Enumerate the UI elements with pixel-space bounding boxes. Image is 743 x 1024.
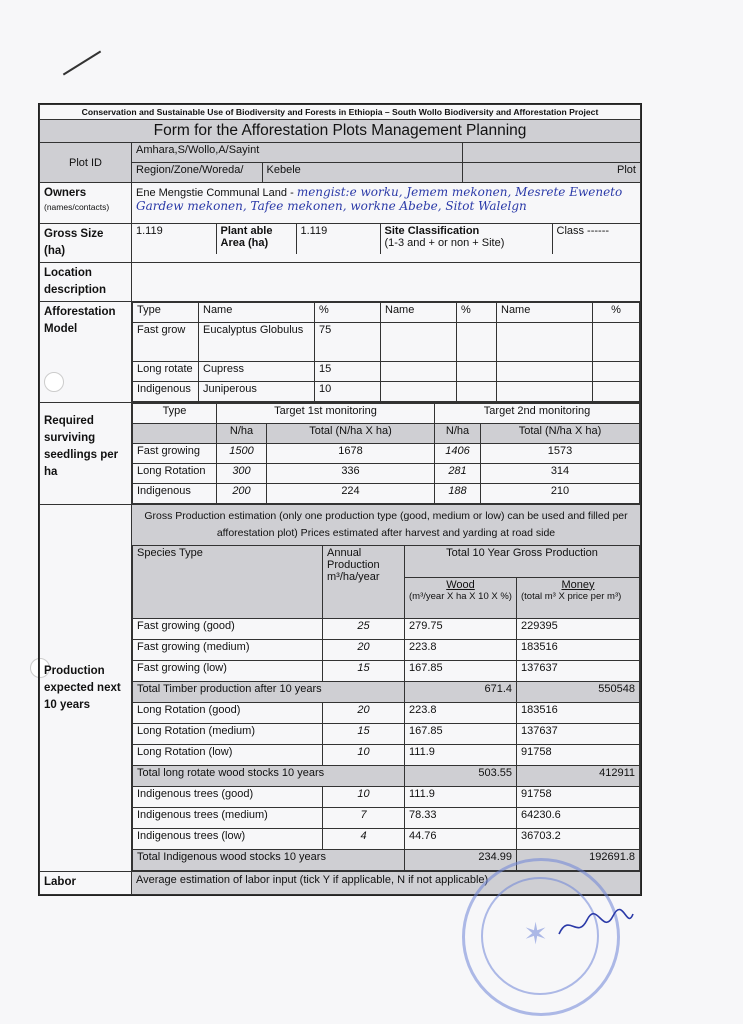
gp-row (133, 661, 640, 682)
seed-type: Indigenous (133, 484, 217, 504)
gp-species-header: Species Type (133, 546, 323, 619)
gp-money: 412911 (517, 766, 640, 787)
seed-t1: 224 (267, 484, 435, 504)
seed-type: Long Rotation (133, 464, 217, 484)
gp-annual: 20 (323, 703, 405, 724)
seed-t2: 1573 (481, 444, 640, 464)
gp-wood-formula: (m³/year X ha X 10 X %) (409, 590, 512, 602)
gp-total-row (133, 682, 640, 703)
labor-note: Average estimation of labor input (tick Y if applicable, N if not applicable) (132, 872, 641, 895)
gp-species: Long Rotation (medium) (133, 724, 323, 745)
gross-size-value: 1.119 (136, 225, 163, 237)
model-type: Long rotate (133, 362, 199, 382)
kebele-label: Kebele (262, 163, 462, 183)
plot-label: Plot (462, 163, 640, 183)
seedlings-label: Required surviving seedlings per ha (40, 403, 132, 505)
gp-total10-header: Total 10 Year Gross Production (405, 546, 640, 578)
gp-annual: 10 (323, 745, 405, 766)
seedlings-table (132, 403, 640, 504)
gp-row (133, 619, 640, 640)
form-title: Form for the Afforestation Plots Management Planning (40, 120, 641, 143)
gp-row (133, 640, 640, 661)
model-header-type: Type (133, 303, 199, 323)
model-pct: 15 (315, 362, 381, 382)
gp-annual: 15 (323, 661, 405, 682)
stamp-star-icon: ✶ (523, 918, 549, 951)
gp-species: Fast growing (low) (133, 661, 323, 682)
model-pct: 75 (315, 323, 381, 362)
gp-species: Fast growing (medium) (133, 640, 323, 661)
gp-wood-header (405, 577, 517, 618)
owners-label: Owners (44, 187, 87, 199)
seed-row (133, 464, 640, 484)
gp-money: 183516 (517, 640, 640, 661)
gp-money: 36703.2 (517, 829, 640, 850)
gross-production-note: Gross Production estimation (only one production type (good, medium or low) can be used and filled per afforestation plot) Prices estimated after harvest and yarding at road side (132, 505, 640, 545)
seed-type: Fast growing (133, 444, 217, 464)
model-row (133, 382, 640, 402)
gp-money: 91758 (517, 745, 640, 766)
gp-annual: 25 (323, 619, 405, 640)
gp-wood: 111.9 (405, 787, 517, 808)
owners-handwritten-1: mengist:e worku, Jemem mekonen, Mesrete Eweneto (296, 185, 623, 199)
seed-n1: 300 (217, 464, 267, 484)
seed-row (133, 444, 640, 464)
gp-species: Indigenous trees (medium) (133, 808, 323, 829)
gross-production-table (132, 545, 640, 871)
site-class-label: Site Classification (384, 225, 480, 237)
production-label: Production expected next 10 years (40, 505, 132, 872)
gp-money-header (517, 577, 640, 618)
project-banner: Conservation and Sustainable Use of Biodiversity and Forests in Ethiopia – South Wollo Biodiversity and Afforestation Project (40, 105, 641, 120)
gp-wood: 503.55 (405, 766, 517, 787)
labor-label: Labor (40, 872, 132, 895)
seed-nha-header-2: N/ha (435, 424, 481, 444)
gp-row (133, 808, 640, 829)
gp-annual: 7 (323, 808, 405, 829)
plot-id-text: Plot ID (68, 156, 102, 169)
gp-wood: 671.4 (405, 682, 517, 703)
gp-wood: 111.9 (405, 745, 517, 766)
seed-t1: 336 (267, 464, 435, 484)
location-value (132, 263, 641, 302)
gp-wood: 167.85 (405, 724, 517, 745)
gp-species: Total Timber production after 10 years (133, 682, 405, 703)
gp-wood: 223.8 (405, 703, 517, 724)
seed-nha-header: N/ha (217, 424, 267, 444)
seed-total-header-2: Total (N/ha X ha) (481, 424, 640, 444)
seed-n2: 281 (435, 464, 481, 484)
handwritten-signature (555, 906, 635, 946)
gp-annual: 15 (323, 724, 405, 745)
plantable-value: 1.119 (296, 224, 380, 254)
gp-money-label: Money (561, 578, 595, 591)
model-row (133, 362, 640, 382)
gp-row (133, 703, 640, 724)
seed-total-header: Total (N/ha X ha) (267, 424, 435, 444)
gp-species: Total long rotate wood stocks 10 years (133, 766, 405, 787)
gp-money: 64230.6 (517, 808, 640, 829)
gp-species: Long Rotation (low) (133, 745, 323, 766)
site-class-sub: (1-3 and + or non + Site) (384, 237, 505, 249)
model-name: Eucalyptus Globulus (199, 323, 315, 362)
gp-money: 550548 (517, 682, 640, 703)
owners-sub: (names/contacts) (44, 202, 110, 212)
owners-typed: Ene Mengstie Communal Land - (136, 187, 294, 199)
seed-n1: 200 (217, 484, 267, 504)
gp-money: 192691.8 (517, 850, 640, 871)
gp-money: 137637 (517, 661, 640, 682)
gross-size-label: Gross Size (ha) (40, 224, 132, 263)
seed-t2: 210 (481, 484, 640, 504)
location-label: Location description (40, 263, 132, 302)
gp-species: Long Rotation (good) (133, 703, 323, 724)
model-header-pct-2: % (457, 303, 497, 323)
model-header-pct-3: % (593, 303, 640, 323)
owners-handwritten-2: Gardew mekonen, Tafee mekonen, workne Abebe, Sitot Walelgn (136, 199, 527, 213)
gp-row (133, 745, 640, 766)
seed-target1-header: Target 1st monitoring (217, 404, 435, 424)
gp-annual: 20 (323, 640, 405, 661)
plantable-label: Plant able Area (ha) (216, 224, 296, 254)
seed-n2: 188 (435, 484, 481, 504)
gp-annual: 4 (323, 829, 405, 850)
seed-n1: 1500 (217, 444, 267, 464)
gp-row (133, 787, 640, 808)
model-row (133, 323, 640, 362)
seed-t2: 314 (481, 464, 640, 484)
size-table (132, 224, 640, 254)
gp-wood-label: Wood (446, 578, 475, 591)
pen-mark (63, 50, 101, 75)
gp-wood: 44.76 (405, 829, 517, 850)
model-name: Juniperous (199, 382, 315, 402)
model-header-name-3: Name (497, 303, 593, 323)
model-name: Cupress (199, 362, 315, 382)
region-value: Amhara,S/Wollo,A/Sayint (132, 143, 462, 163)
afforestation-model-label: Afforestation Model (40, 302, 132, 403)
form-table (39, 104, 641, 895)
seed-type-header: Type (133, 404, 217, 424)
gp-money: 91758 (517, 787, 640, 808)
seed-row (133, 484, 640, 504)
gp-annual: 10 (323, 787, 405, 808)
model-type: Fast grow (133, 323, 199, 362)
gp-money: 137637 (517, 724, 640, 745)
gp-money-formula: (total m³ X price per m³) (521, 590, 622, 602)
gp-wood: 223.8 (405, 640, 517, 661)
model-header-name: Name (199, 303, 315, 323)
gp-species: Total Indigenous wood stocks 10 years (133, 850, 405, 871)
gp-total-row (133, 766, 640, 787)
owners-label-cell (40, 183, 132, 224)
plot-id-table (132, 143, 640, 182)
model-type: Indigenous (133, 382, 199, 402)
class-label: Class ------ (556, 225, 610, 237)
seed-n2: 1406 (435, 444, 481, 464)
model-header-pct: % (315, 303, 381, 323)
plot-id-label (40, 143, 132, 183)
seed-t1: 1678 (267, 444, 435, 464)
gp-species: Indigenous trees (low) (133, 829, 323, 850)
owners-value (132, 183, 641, 224)
model-header-name-2: Name (381, 303, 457, 323)
gp-species: Fast growing (good) (133, 619, 323, 640)
seed-target2-header: Target 2nd monitoring (435, 404, 640, 424)
gp-wood: 167.85 (405, 661, 517, 682)
model-pct: 10 (315, 382, 381, 402)
gp-row (133, 724, 640, 745)
gp-row (133, 829, 640, 850)
gp-species: Indigenous trees (good) (133, 787, 323, 808)
gp-wood: 234.99 (405, 850, 517, 871)
gp-wood: 78.33 (405, 808, 517, 829)
afforestation-model-table (132, 302, 640, 402)
gp-money: 183516 (517, 703, 640, 724)
gp-money: 229395 (517, 619, 640, 640)
region-label: Region/Zone/Woreda/ (132, 163, 262, 183)
afforestation-form (38, 103, 642, 896)
gp-wood: 279.75 (405, 619, 517, 640)
gp-annual-header: Annual Production m³/ha/year (323, 546, 405, 619)
